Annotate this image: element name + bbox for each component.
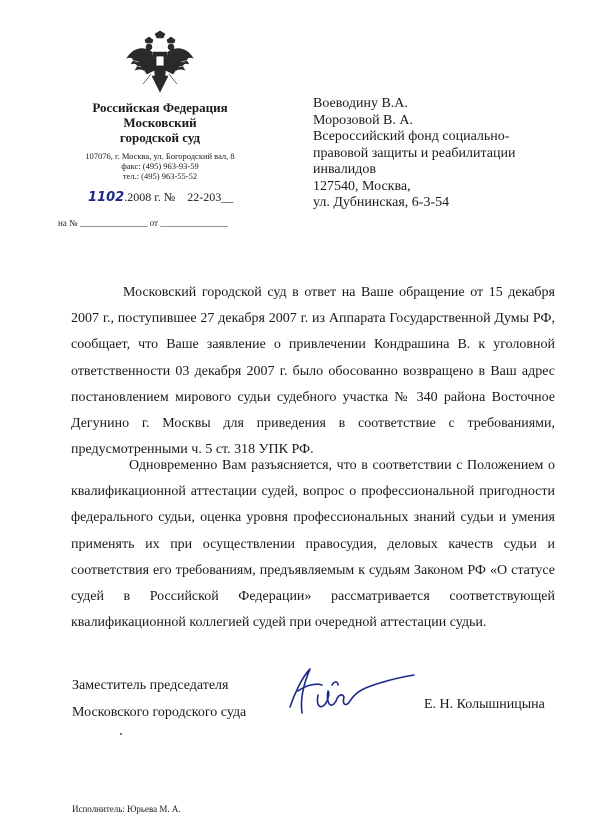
court-title-line-3: городской суд	[119, 130, 201, 145]
recipient-line-5: инвалидов	[313, 162, 376, 177]
body-paragraph-2: Одновременно Вам разъясняется, что в соответствии с Положением о квалификационной аттестации судей, вопрос о профессиональной пригодности федерального судьи, оценка уровня профессиональных знаний судьи и умения применять их при осуществлении правосудия, деловых качеств судьи и соответствия его требованиям, предъявляемым к судьям Законом РФ «О статусе судей в Российской Федерации» рассматривается соответствующей квалификационной коллегией судей при очередной аттестации судьи.	[71, 458, 555, 631]
handwritten-day: 11	[88, 190, 107, 205]
recipient-line-3: Всероссийский фонд социально-	[313, 129, 510, 144]
handwritten-month: 02	[106, 190, 125, 205]
address-street: 107076, г. Москва, ул. Богородский вал, 8	[85, 151, 235, 161]
outgoing-number: 22-203	[187, 190, 222, 204]
signatory-position-line-1: Заместитель председателя	[72, 678, 229, 693]
court-address	[60, 151, 260, 181]
recipient-line-2: Морозовой В. А.	[313, 112, 414, 128]
recipient-line-4: правовой защиты и реабилитации	[313, 145, 516, 161]
court-title-line-2: Московский	[123, 115, 197, 130]
address-phone: тел.: (495) 963-55-52	[122, 171, 198, 181]
court-title-line-1: Российская Федерация	[92, 100, 228, 115]
executor-line: Исполнитель: Юрьева М. А.	[72, 804, 181, 814]
date-printed: .2008 г. №	[124, 190, 176, 204]
signatory-position	[72, 672, 246, 726]
signatory-name: Е. Н. Колышницына	[424, 697, 545, 712]
recipient-block	[313, 96, 573, 212]
recipient-line-6: 127540, Москва,	[313, 178, 411, 194]
reference-line: на № _______________ от _______________	[58, 218, 228, 228]
signatory-position-line-2: Московского городского суда	[72, 705, 247, 720]
recipient-line-1: Воеводину В.А.	[313, 96, 408, 111]
address-fax: факс: (495) 963-93-59	[121, 161, 199, 171]
handwritten-signature-icon	[272, 655, 422, 725]
ink-speck	[120, 733, 122, 735]
russian-eagle-emblem-icon	[125, 30, 195, 98]
body-paragraph-1: Московский городской суд в ответ на Ваше обращение от 15 декабря 2007 г., поступившее 27 декабря 2007 г. из Аппарата Государственной Думы РФ, сообщает, что Ваше заявление о привлечении Кондрашина В. к уголовной ответственности 03 декабря 2007 г. было обосованно возвращено в Ваш адрес постановлением мирового судьи судебного участка № 340 района Восточное Дегунино г. Москвы для приведения в соответствие с требованиями, предусмотренными ч. 5 ст. 318 УПК РФ.	[71, 285, 555, 458]
court-title	[60, 100, 260, 145]
date-number-line: 1102.2008 г. № 22-203__	[88, 190, 234, 205]
recipient-line-7: ул. Дубнинская, 6-3-54	[313, 195, 450, 210]
